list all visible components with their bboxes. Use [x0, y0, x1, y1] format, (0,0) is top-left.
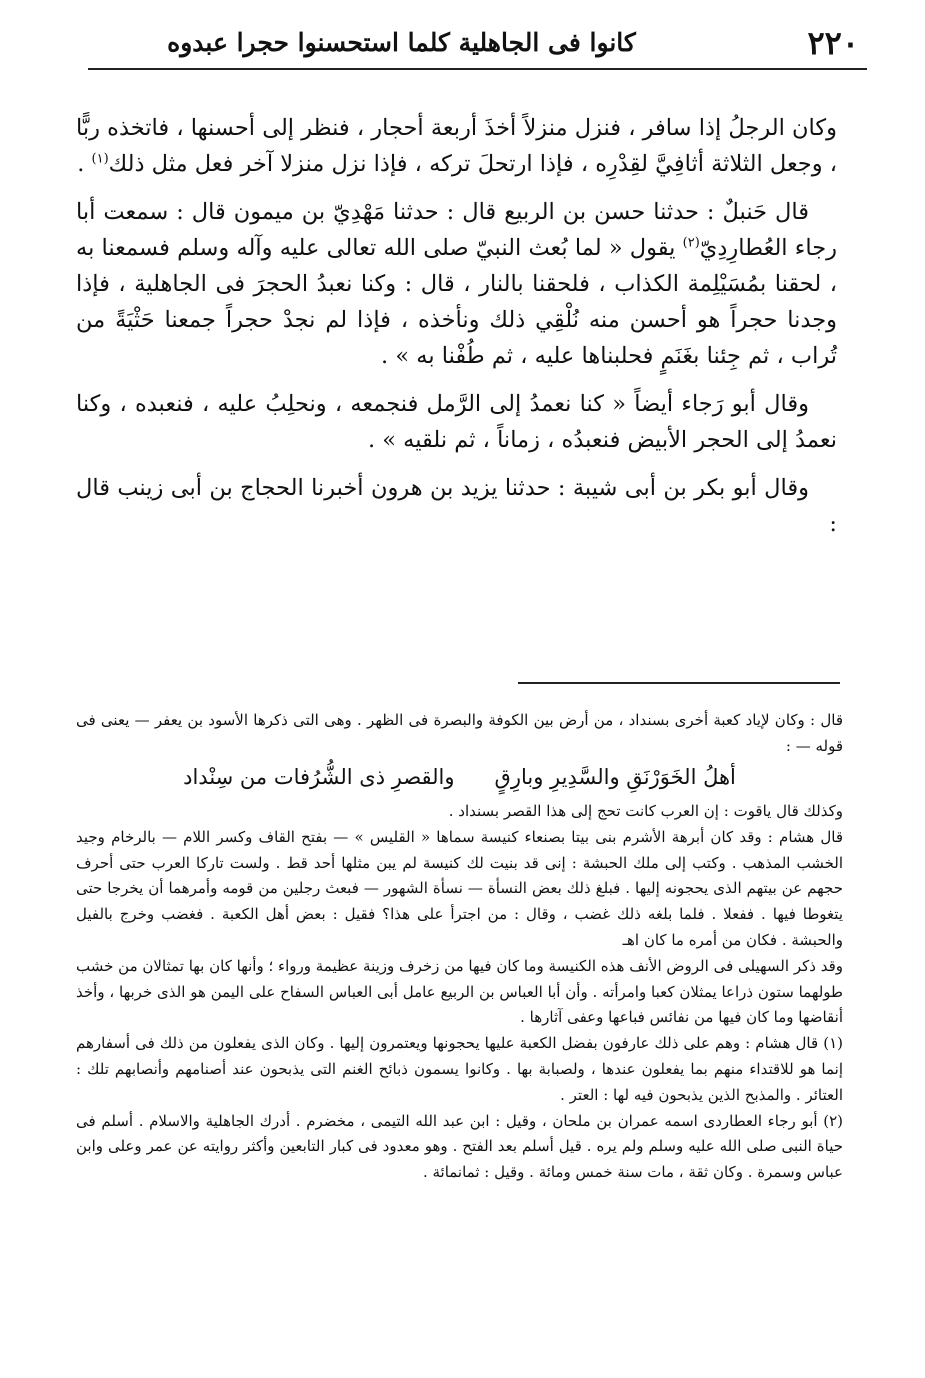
page-header — [88, 18, 865, 68]
note-suhaili: وقد ذكر السهيلى فى الروض الأنف هذه الكنيسة وما كان فيها من زخرف وزينة عظيمة ورواء ؛ وأنها كان بها تمثالان من خشب طولهما ستون ذراعا يمثلان كعبا وامرأته . وأن أبا العباس بن الربيع عامل أبى العباس السفاح على اليمن هو الذى خربها ، وأخذ أنقاضها وما كان فيها من نفائس فباعها وعفى آثارها . — [76, 956, 843, 1027]
poetry-verse — [76, 762, 843, 794]
footnote-1 — [76, 1031, 843, 1108]
main-text — [76, 110, 837, 554]
footnote-1-text: (١) قال هشام : وهم على ذلك عارفون بفضل الكعبة عليها يحجونها ويعتمرون إليها . وكان الذى يفعلون من ذلك فى أسفارهم إنما هو للاقتداء منهم بما يفعلون عندها ، ولصبابة بها . وكانوا يسمون ذبائح الغنم التى يذبحون عند أصنامهم وأنصابهم تلك : العتائر . والمذبح الذين يذبحون فيه لها : العتر . — [76, 1034, 843, 1104]
footnote-2-text: (٢) أبو رجاء العطاردى اسمه عمران بن ملحان ، وقيل : ابن عبد الله التيمى ، مخضرم . أدرك الجاهلية والاسلام . أسلم فى حياة النبى صلى الله عليه وسلم ولم يره . قيل أسلم بعد الفتح . وهو معدود فى كبار التابعين وأكثر روايته عن عمر وعلى وابن عباس وسمرة . وكان ثقة ، مات سنة خمس ومائة . وقيل : ثمانمائة . — [76, 1111, 843, 1182]
page-number: ٢٢٠ — [807, 24, 859, 62]
verse-second-hemistich: والقصرِ ذى الشُّرُفات من سِنْداد — [183, 764, 455, 789]
header-divider — [88, 68, 867, 70]
footnote-ref-2: (٢) — [682, 235, 700, 251]
paragraph-traveler — [76, 110, 837, 182]
paragraph-abu-raja: وقال أبو رَجاء أيضاً « كنا نعمدُ إلى الرَّمل فنجمعه ، ونحلِبُ عليه ، فنعبده ، وكنا نعمدُ إلى الحجر الأبيض فنعبدُه ، زماناً ، ثم نلقيه » . — [76, 391, 837, 453]
footnote-ref-1: (١) — [91, 151, 109, 167]
note-yaqut: وكذلك قال ياقوت : إن العرب كانت تحج إلى هذا القصر بسنداد . — [448, 802, 843, 821]
paragraph-hanbal — [76, 194, 837, 374]
period: . — [77, 151, 92, 177]
note-hisham: قال هشام : وقد كان أبرهة الأشرم بنى بيتا بصنعاء كنيسة سماها « القليس » — بفتح القاف وكسر اللام — بالرخام وجيد الخشب المذهب . وكتب إلى ملك الحبشة : إنى قد بنيت لك كنيسة لم يبن مثلها أحد قط . ولست تاركا العرب حتى أحرف حجهم عن بيتهم الذى يحجونه إليها . فبلغ ذلك بعض النسأة — نسأة الشهور — فبعث رجلين من قومه وأمرهما أن يخرجا حتى يتغوطا فيها . ففعلا . فلما بلغه ذلك غضب ، وقال : من اجترأ على هذا؟ فقيل : بعض أهل الكعبة . فغضب وخرج بالفيل والحبشة . فكان من أمره ما كان اهـ — [76, 827, 843, 950]
paragraph-text: قال حَنبلٌ : حدثنا حسن بن الربيع قال : حدثنا مَهْدِيّ بن ميمون قال : سمعت أبا رجاء العُطارِدِيّ — [76, 199, 837, 261]
paragraph-text: وكان الرجلُ إذا سافر ، فنزل منزلاً أخذَ أربعة أحجار ، فنظر إلى أحسنها ، فاتخذه ربًّا ، وجعل الثلاثة أثافِيَّ لقِدْرِه ، فإذا ارتحلَ تركه ، فإذا نزل منزلا آخر فعل مثل ذلك — [76, 115, 837, 177]
paragraph-abu-bakr: وقال أبو بكر بن أبى شيبة : حدثنا يزيد بن هرون أخبرنا الحجاج بن أبى زينب قال : — [76, 475, 837, 537]
paragraph-text: يقول « لما بُعث النبيّ صلى الله تعالى عليه وآله وسلم فسمعنا به ، لحقنا بمُسَيْلِمة الكذاب ، فلحقنا بالنار ، قال : وكنا نعبدُ الحجرَ فى الجاهلية ، فإذا وجدنا حجراً هو أحسن منه نُلْقِي ذلك ونأخذه ، فإذا لم نجدْ حجراً جمعنا حَثْيَةً من تُراب ، ثم جِئنا بغَنَمٍ فحلبناها عليه ، ثم طُفْنا به » . — [76, 235, 837, 369]
footnote-2 — [76, 1109, 843, 1186]
verse-first-hemistich: أهلُ الخَوَرْنَقِ والسَّدِيرِ وبارِقٍ — [494, 764, 736, 789]
note-ayad: قال : وكان لإياد كعبة أخرى بسنداد ، من أرض بين الكوفة والبصرة فى الظهر . وهى التى ذكرها الأسود بن يعفر — يعنى فى قوله — : — [76, 711, 843, 755]
footnotes — [76, 708, 843, 1186]
running-title: كانوا فى الجاهلية كلما استحسنوا حجرا عبدوه — [167, 28, 636, 57]
footnote-divider — [518, 682, 840, 684]
